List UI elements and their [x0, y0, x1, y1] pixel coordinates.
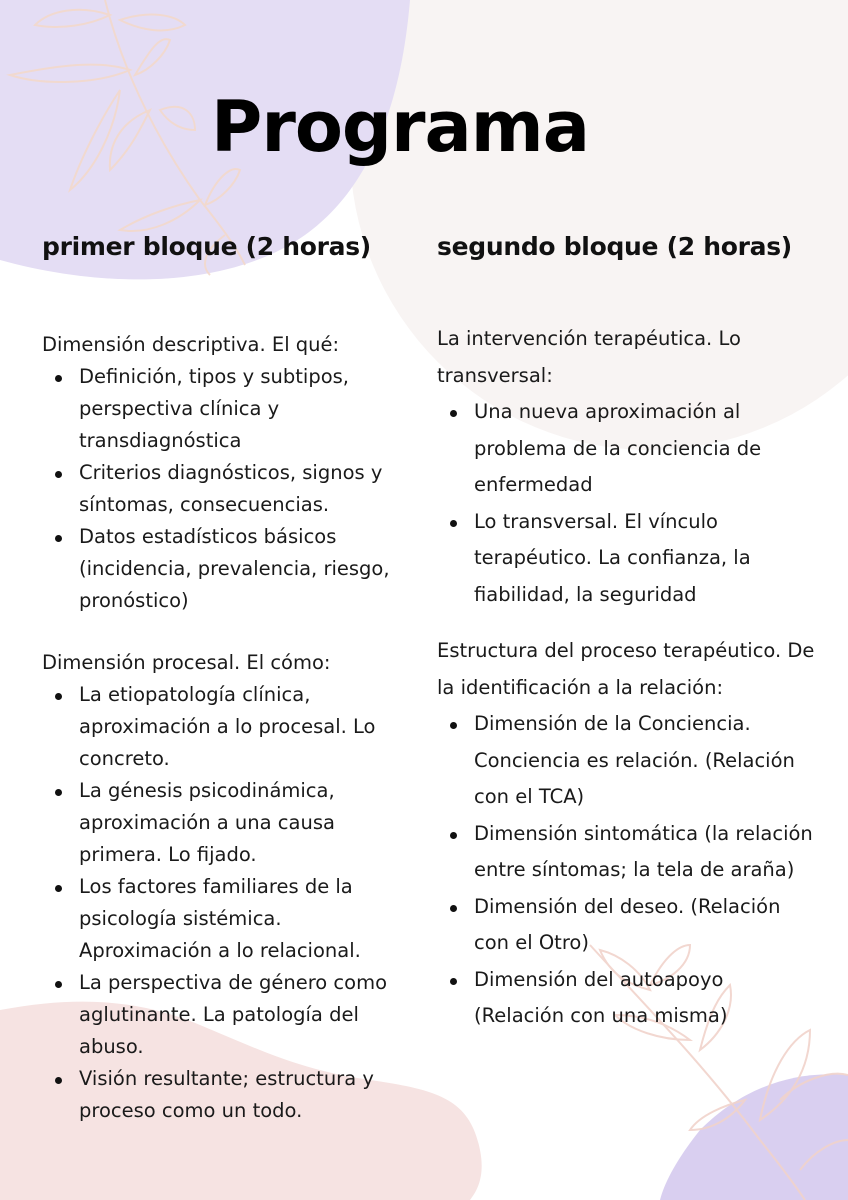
section-intervention — [437, 321, 817, 613]
section-intro: Dimensión descriptiva. El qué: — [42, 333, 340, 356]
list-item: Dimensión sintomática (la relación entre síntomas; la tela de araña) — [474, 816, 817, 889]
bullet-list — [437, 394, 817, 613]
list-item: Lo transversal. El vínculo terapéutico. La confianza, la fiabilidad, la seguridad — [474, 504, 817, 614]
section-descriptive — [42, 329, 412, 617]
list-item: Criterios diagnósticos, signos y síntomas, consecuencias. — [79, 457, 412, 521]
bullet-list — [437, 706, 817, 1035]
list-item: Dimensión de la Conciencia. Conciencia es relación. (Relación con el TCA) — [474, 706, 817, 816]
list-item: Dimensión del deseo. (Relación con el Otro) — [474, 889, 817, 962]
section-intro: Dimensión procesal. El cómo: — [42, 651, 331, 674]
list-item: Definición, tipos y subtipos, perspectiva clínica y transdiagnóstica — [79, 361, 412, 457]
list-item: La génesis psicodinámica, aproximación a una causa primera. Lo fijado. — [79, 775, 412, 871]
block-second-heading: segundo bloque (2 horas) — [437, 232, 792, 261]
bullet-list — [42, 361, 412, 617]
list-item: Visión resultante; estructura y proceso como un todo. — [79, 1063, 412, 1127]
block-first-heading: primer bloque (2 horas) — [42, 232, 371, 261]
list-item: Una nueva aproximación al problema de la conciencia de enfermedad — [474, 394, 817, 504]
block-first — [42, 232, 412, 1127]
list-item: La perspectiva de género como aglutinante. La patología del abuso. — [79, 967, 412, 1063]
list-item: Datos estadísticos básicos (incidencia, prevalencia, riesgo, pronóstico) — [79, 521, 412, 617]
list-item: La etiopatología clínica, aproximación a lo procesal. Lo concreto. — [79, 679, 412, 775]
section-procedural — [42, 647, 412, 1127]
list-item: Los factores familiares de la psicología sistémica. Aproximación a lo relacional. — [79, 871, 412, 967]
section-intro: Estructura del proceso terapéutico. De la identificación a la relación: — [437, 639, 815, 699]
list-item: Dimensión del autoapoyo (Relación con una misma) — [474, 962, 817, 1035]
block-second — [437, 232, 817, 1035]
bullet-list — [42, 679, 412, 1127]
section-structure — [437, 633, 817, 1035]
section-intro: La intervención terapéutica. Lo transversal: — [437, 327, 741, 387]
page-title: Programa — [211, 86, 589, 168]
